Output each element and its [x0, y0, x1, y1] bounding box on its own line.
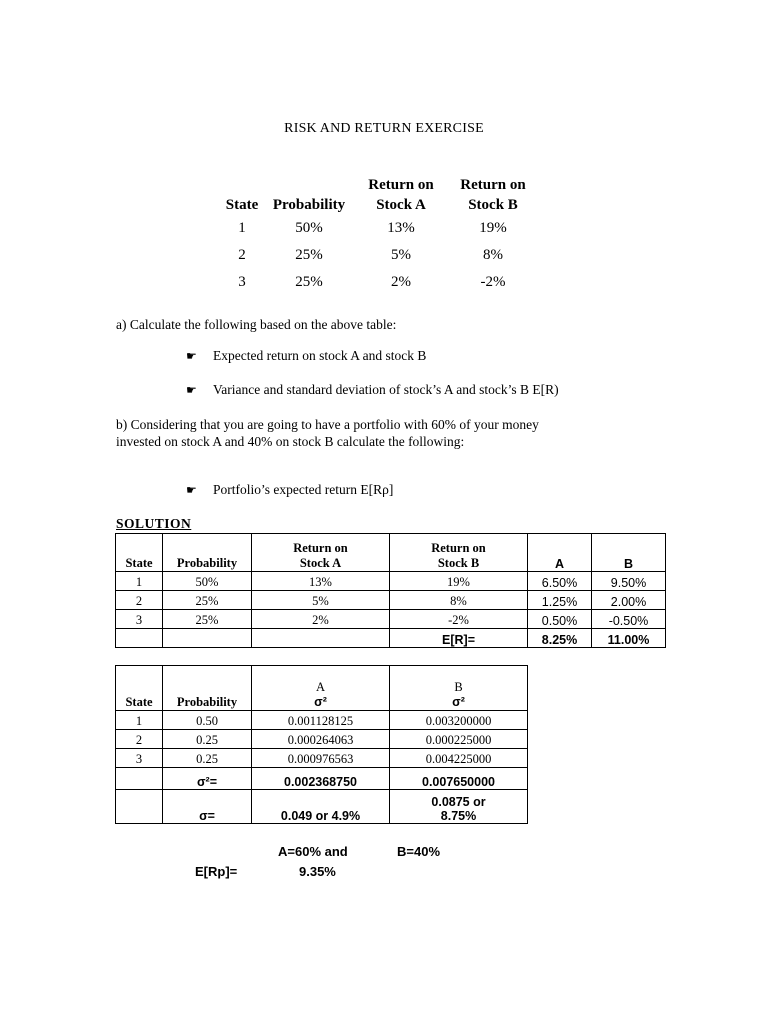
cell-state: 2 [116, 730, 163, 749]
cell-probability: 50% [163, 572, 252, 591]
header-return-a-1: Return on [293, 541, 348, 555]
std-dev-b-2: 8.75% [440, 809, 477, 823]
header-state: State [125, 695, 153, 709]
table-row [116, 730, 528, 749]
header-probability: Probability [176, 695, 238, 709]
solution-heading: SOLUTION [116, 516, 192, 531]
cell-probability: 25% [163, 610, 252, 629]
expected-return-a: 8.25% [528, 629, 592, 648]
std-dev-label: σ= [163, 790, 252, 824]
cell-return-a: 2% [391, 274, 411, 290]
cell-a: 6.50% [528, 572, 592, 591]
table-row [221, 269, 539, 296]
cell-state: 2 [238, 247, 246, 263]
header-return-b-2: Stock B [468, 197, 518, 213]
variance-row [116, 768, 528, 790]
header-probability: Probability [176, 556, 238, 570]
header-state: State [125, 556, 153, 570]
portfolio-return-value: 9.35% [299, 864, 336, 879]
question-b [116, 416, 539, 450]
pointing-hand-icon: ☛ [186, 383, 197, 397]
cell-state: 3 [238, 274, 246, 290]
returns-table [221, 175, 539, 296]
cell-state: 3 [116, 749, 163, 768]
cell-state: 2 [116, 591, 163, 610]
cell-variance-a: 0.000264063 [252, 730, 390, 749]
document-title: RISK AND RETURN EXERCISE [284, 121, 484, 136]
cell-variance-a: 0.000976563 [252, 749, 390, 768]
cell-probability: 25% [163, 591, 252, 610]
pointing-hand-icon: ☛ [186, 483, 197, 497]
cell-a: 0.50% [528, 610, 592, 629]
cell-b: 9.50% [592, 572, 666, 591]
expected-return-b: 11.00% [592, 629, 666, 648]
cell-state: 1 [116, 572, 163, 591]
bullet-variance: Variance and standard deviation of stock’s A and stock’s B E[R) [213, 382, 559, 397]
cell-variance-b: 0.000225000 [390, 730, 528, 749]
cell-return-b: -2% [480, 274, 506, 290]
header-a: A [554, 557, 565, 571]
cell-return-a: 13% [387, 220, 415, 236]
portfolio-weight-a: A=60% and [278, 844, 348, 859]
cell-return-b: 8% [390, 591, 528, 610]
variance-a: 0.002368750 [252, 768, 390, 790]
cell-return-b: 19% [390, 572, 528, 591]
cell-return-b: 8% [483, 247, 503, 263]
cell-state: 1 [238, 220, 246, 236]
cell-a: 1.25% [528, 591, 592, 610]
variance-b: 0.007650000 [390, 768, 528, 790]
expected-return-label: E[R]= [390, 629, 528, 648]
table-row [116, 711, 528, 730]
table-row [116, 572, 666, 591]
variance-table [115, 665, 528, 824]
cell-state: 1 [116, 711, 163, 730]
cell-probability: 0.25 [163, 749, 252, 768]
cell-b: -0.50% [592, 610, 666, 629]
cell-variance-b: 0.004225000 [390, 749, 528, 768]
cell-variance-a: 0.001128125 [252, 711, 390, 730]
question-a: a) Calculate the following based on the above table: [116, 317, 397, 332]
cell-probability: 0.50 [163, 711, 252, 730]
cell-probability: 0.25 [163, 730, 252, 749]
bullet-portfolio-return: Portfolio’s expected return E[Rρ] [213, 482, 394, 497]
cell-probability: 50% [295, 220, 323, 236]
std-dev-a: 0.049 or 4.9% [252, 790, 390, 824]
table-row [116, 591, 666, 610]
header-state: State [225, 197, 259, 213]
header-b: B [454, 680, 463, 694]
std-dev-row [116, 790, 528, 824]
header-return-a-2: Stock A [376, 197, 426, 213]
header-return-a-2: Stock A [299, 556, 342, 570]
question-b-line-2: invested on stock A and 40% on stock B calculate the following: [116, 434, 465, 449]
cell-b: 2.00% [592, 591, 666, 610]
pointing-hand-icon: ☛ [186, 349, 197, 363]
table-row [221, 215, 539, 242]
portfolio-return-label: E[Rp]= [195, 864, 238, 879]
header-probability: Probability [272, 197, 346, 213]
table-row [116, 749, 528, 768]
header-return-a-1: Return on [368, 177, 434, 193]
header-sigma-squared-b: σ² [452, 695, 465, 709]
cell-return-b: -2% [390, 610, 528, 629]
header-return-b-2: Stock B [437, 556, 480, 570]
cell-return-b: 19% [479, 220, 507, 236]
expected-return-table [115, 533, 666, 648]
header-sigma-squared-a: σ² [314, 695, 327, 709]
cell-return-a: 5% [252, 591, 390, 610]
cell-return-a: 5% [391, 247, 411, 263]
header-b: B [623, 557, 634, 571]
cell-probability: 25% [295, 247, 323, 263]
cell-return-a: 13% [252, 572, 390, 591]
cell-probability: 25% [295, 274, 323, 290]
portfolio-weight-b: B=40% [397, 844, 440, 859]
cell-variance-b: 0.003200000 [390, 711, 528, 730]
variance-label: σ²= [163, 768, 252, 790]
header-return-b-1: Return on [460, 177, 526, 193]
table-row [116, 610, 666, 629]
header-return-b-1: Return on [431, 541, 486, 555]
bullet-expected-return: Expected return on stock A and stock B [213, 348, 427, 363]
question-b-line-1: b) Considering that you are going to have a portfolio with 60% of your money [116, 417, 539, 432]
cell-state: 3 [116, 610, 163, 629]
total-row [116, 629, 666, 648]
table-row [221, 242, 539, 269]
header-a: A [315, 680, 326, 694]
std-dev-b-1: 0.0875 or [431, 795, 486, 809]
cell-return-a: 2% [252, 610, 390, 629]
